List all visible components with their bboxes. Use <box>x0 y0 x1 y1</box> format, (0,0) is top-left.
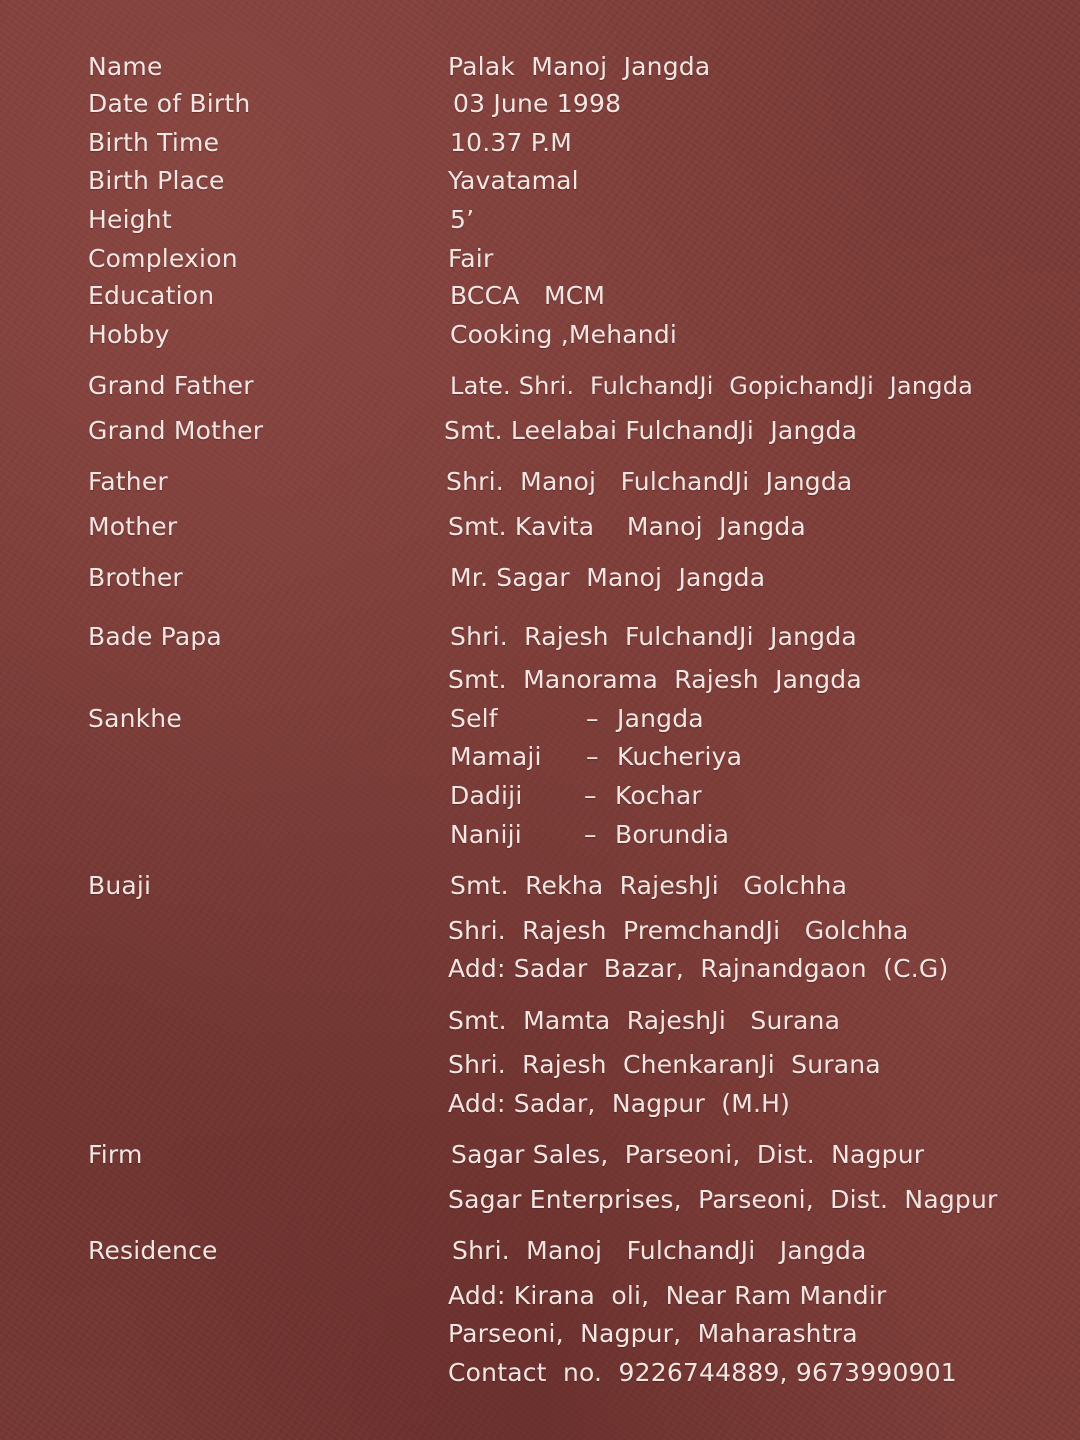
birth-place-label: Birth Place <box>88 166 225 195</box>
phupha-name: Shri. Rajesh ChenkaranJi Surana <box>448 1050 881 1079</box>
sankhe-relation: Dadiji <box>450 781 523 810</box>
dob-value: 03 June 1998 <box>453 89 622 118</box>
mother-value: Smt. Kavita Manoj Jangda <box>448 512 806 541</box>
dob-label: Date of Birth <box>88 89 251 118</box>
firm-label: Firm <box>88 1140 143 1169</box>
badi-mummy-value: Smt. Manorama Rajesh Jangda <box>448 665 862 694</box>
father-value: Shri. Manoj FulchandJi Jangda <box>446 467 853 496</box>
mother-label: Mother <box>88 512 178 541</box>
buaji-name: Smt. Mamta RajeshJi Surana <box>448 1006 841 1035</box>
birth-time-value: 10.37 P.M <box>450 128 573 157</box>
brother-label: Brother <box>88 563 183 592</box>
buaji-address: Add: Sadar Bazar, Rajnandgaon (C.G) <box>448 954 949 983</box>
name-value: Palak Manoj Jangda <box>448 52 711 81</box>
father-label: Father <box>88 467 168 496</box>
sankhe-gotra: Borundia <box>615 820 730 849</box>
name-label: Name <box>88 52 163 81</box>
birth-time-label: Birth Time <box>88 128 220 157</box>
education-label: Education <box>88 281 215 310</box>
brother-value: Mr. Sagar Manoj Jangda <box>450 563 766 592</box>
residence-address: Parseoni, Nagpur, Maharashtra <box>448 1319 858 1348</box>
contact-numbers: Contact no. 9226744889, 9673990901 <box>448 1358 957 1387</box>
buaji-address: Add: Sadar, Nagpur (M.H) <box>448 1089 791 1118</box>
sankhe-dash: – <box>586 742 599 771</box>
sankhe-relation: Mamaji <box>450 742 542 771</box>
buaji-name: Smt. Rekha RajeshJi Golchha <box>450 871 848 900</box>
sankhe-gotra: Jangda <box>617 704 704 733</box>
grand-father-label: Grand Father <box>88 371 254 400</box>
height-label: Height <box>88 205 172 234</box>
residence-address: Add: Kirana oli, Near Ram Mandir <box>448 1281 887 1310</box>
grand-father-value: Late. Shri. FulchandJi GopichandJi Jangda <box>450 372 974 400</box>
residence-label: Residence <box>88 1236 218 1265</box>
hobby-value: Cooking ,Mehandi <box>450 320 678 349</box>
firm-line: Sagar Sales, Parseoni, Dist. Nagpur <box>451 1140 925 1169</box>
grand-mother-value: Smt. Leelabai FulchandJi Jangda <box>444 416 858 445</box>
height-value: 5’ <box>450 205 475 234</box>
bade-papa-label: Bade Papa <box>88 622 222 651</box>
sankhe-relation: Naniji <box>450 820 522 849</box>
complexion-label: Complexion <box>88 244 238 273</box>
bade-papa-value: Shri. Rajesh FulchandJi Jangda <box>450 622 857 651</box>
education-value: BCCA MCM <box>450 281 606 310</box>
grand-mother-label: Grand Mother <box>88 416 264 445</box>
buaji-label: Buaji <box>88 871 152 900</box>
residence-line: Shri. Manoj FulchandJi Jangda <box>452 1236 867 1265</box>
sankhe-dash: – <box>584 781 597 810</box>
sankhe-dash: – <box>586 704 599 733</box>
sankhe-relation: Self <box>450 704 498 733</box>
complexion-value: Fair <box>448 244 494 273</box>
birth-place-value: Yavatamal <box>448 166 579 195</box>
sankhe-dash: – <box>584 820 597 849</box>
sankhe-gotra: Kucheriya <box>617 742 743 771</box>
phupha-name: Shri. Rajesh PremchandJi Golchha <box>448 916 909 945</box>
sankhe-label: Sankhe <box>88 704 182 733</box>
sankhe-gotra: Kochar <box>615 781 702 810</box>
firm-line: Sagar Enterprises, Parseoni, Dist. Nagpur <box>448 1185 998 1214</box>
hobby-label: Hobby <box>88 320 170 349</box>
